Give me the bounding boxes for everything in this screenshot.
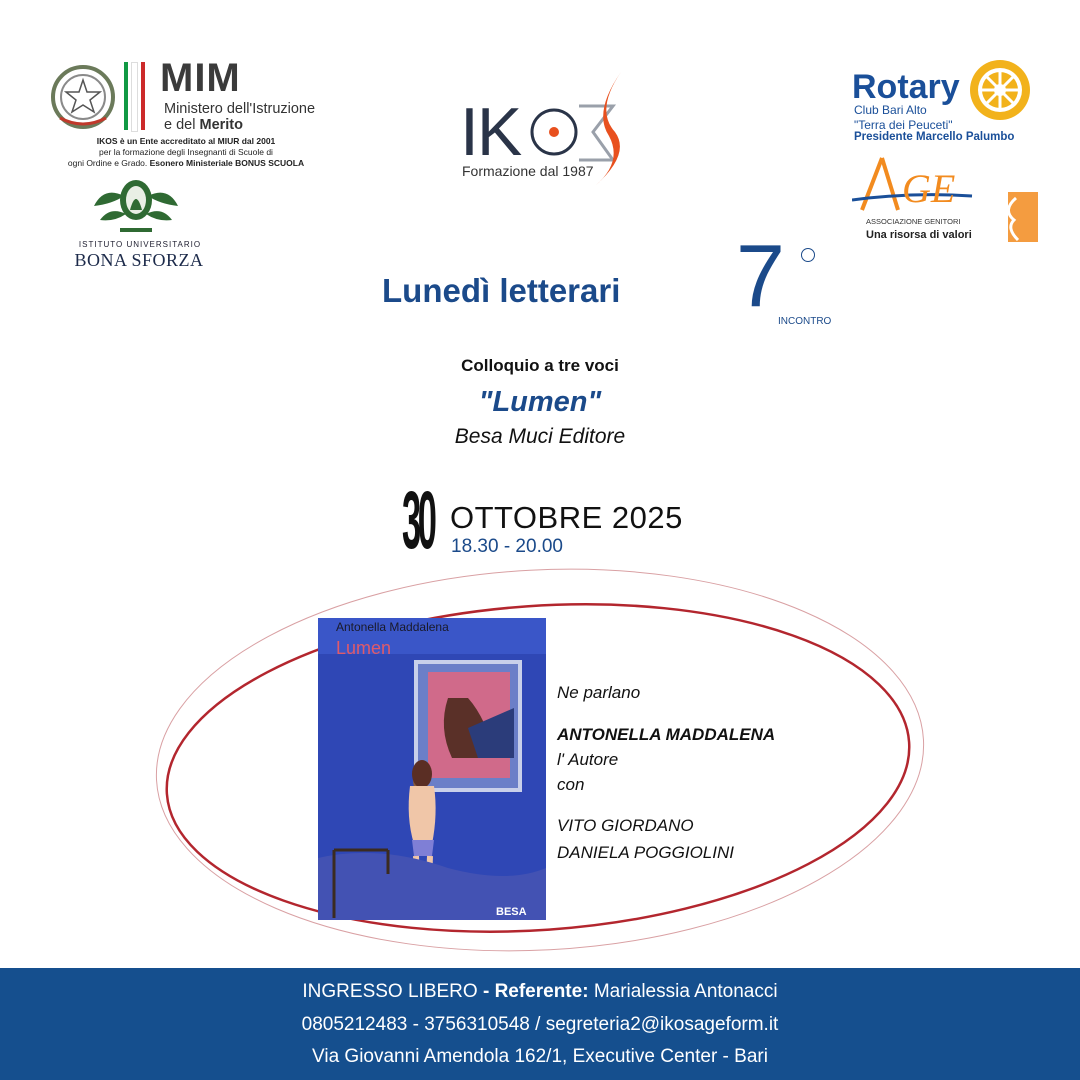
bona-sforza-subtitle: ISTITUTO UNIVERSITARIO bbox=[78, 240, 202, 249]
meeting-number: 7 bbox=[736, 226, 785, 325]
event-time: 18.30 - 20.00 bbox=[451, 536, 563, 557]
meeting-label: INCONTRO bbox=[778, 316, 832, 327]
event-day: 30 bbox=[402, 475, 434, 566]
footer-contacts[interactable]: 0805212483 - 3756310548 / segreteria2@ikosageform.it bbox=[301, 1014, 779, 1035]
svg-text:GE: GE bbox=[902, 166, 956, 211]
speakers-intro: Ne parlano bbox=[557, 683, 641, 702]
footer-entry-line: INGRESSO LIBERO - Referente: Marialessia Antonacci bbox=[302, 981, 778, 1002]
book-title: "Lumen" bbox=[478, 386, 602, 418]
guest-speaker: VITO GIORDANO bbox=[557, 816, 694, 835]
author-role: l' Autore bbox=[557, 750, 619, 769]
svg-text:IK: IK bbox=[460, 94, 521, 170]
mim-ministry-line2: e del Merito bbox=[164, 117, 243, 133]
rotary-club-name: Club Bari Alto bbox=[854, 103, 927, 117]
ikos-subtitle: Formazione dal 1987 bbox=[462, 163, 594, 179]
referent-label: Referente: bbox=[494, 981, 589, 1002]
guest-speaker: DANIELA POGGIOLINI bbox=[557, 843, 734, 862]
event-format: Colloquio a tre voci bbox=[461, 356, 619, 375]
cover-publisher-mark: BESA bbox=[496, 906, 527, 918]
mim-title: MIM bbox=[160, 56, 241, 100]
author-name: ANTONELLA MADDALENA bbox=[557, 725, 776, 744]
rotary-club-motto: "Terra dei Peuceti" bbox=[854, 118, 953, 132]
cover-author: Antonella Maddalena bbox=[336, 620, 449, 634]
footer-address: Via Giovanni Amendola 162/1, Executive Center - Bari bbox=[312, 1046, 768, 1067]
book-cover-image bbox=[318, 618, 546, 920]
rotary-title: Rotary bbox=[852, 68, 960, 106]
age-slogan: Una risorsa di valori bbox=[866, 229, 972, 241]
mim-accreditation-note: IKOS è un Ente accreditato al MIUR dal 2001 per la formazione degli Insegnanti di Scuole di ogni Ordine e Grado. Esonero Ministeriale BONUS SCUOLA bbox=[67, 136, 305, 168]
bona-sforza-name: BONA SFORZA bbox=[74, 250, 204, 270]
accreditation-bold: IKOS è un Ente accreditato al MIUR dal 2001 bbox=[96, 136, 276, 146]
event-month-year: OTTOBRE 2025 bbox=[450, 500, 683, 535]
speakers-conjunction: con bbox=[557, 775, 585, 794]
mim-ministry-line1: Ministero dell'Istruzione bbox=[164, 101, 316, 117]
rotary-president: Presidente Marcello Palumbo bbox=[854, 131, 1015, 143]
age-association-name: ASSOCIAZIONE GENITORI bbox=[866, 217, 961, 226]
event-series-title: Lunedì letterari bbox=[382, 272, 621, 309]
cover-title: Lumen bbox=[336, 638, 392, 658]
publisher: Besa Muci Editore bbox=[454, 425, 626, 448]
